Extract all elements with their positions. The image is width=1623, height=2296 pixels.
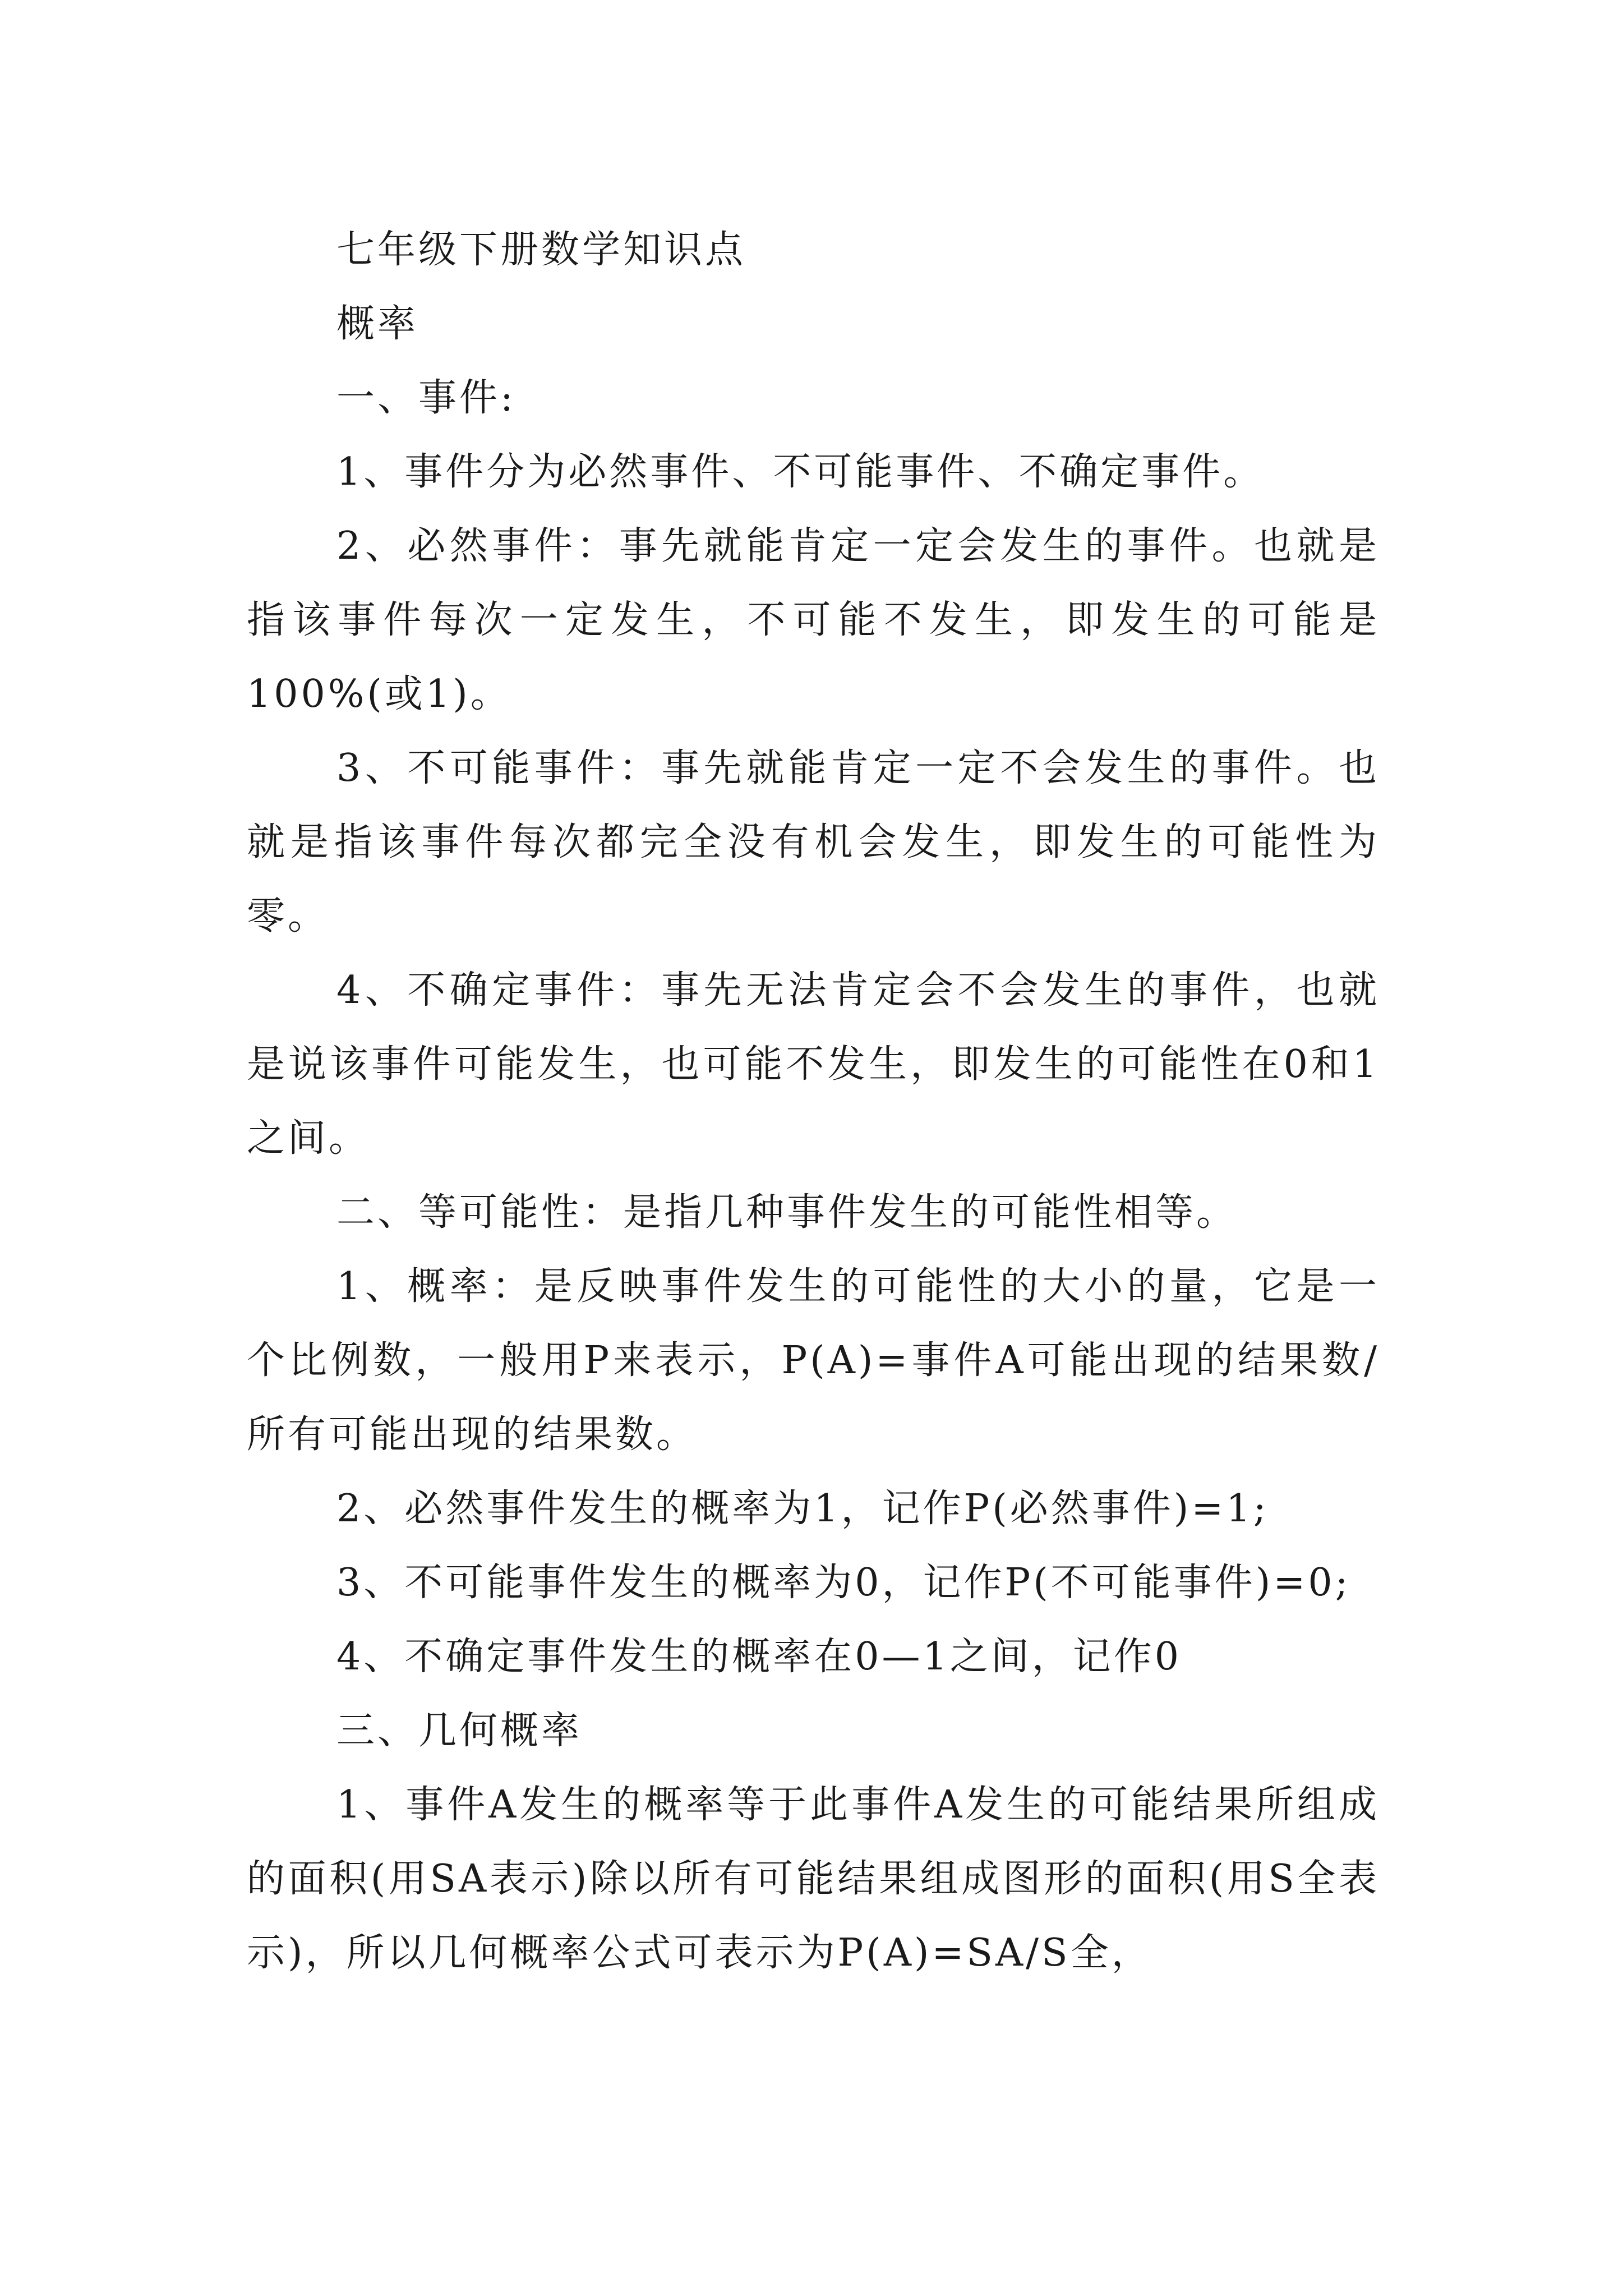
paragraph: 三、几何概率 — [336, 1709, 583, 1753]
paragraph: 3、不可能事件：事先就能肯定一定不会发生的事件。也就是指该事件每次都完全没有机会发生，即发生的可能性为零。 — [247, 746, 1380, 938]
document-body — [247, 213, 1380, 1990]
section-heading: 概率 — [336, 302, 419, 346]
paragraph: 4、不确定事件：事先无法肯定会不会发生的事件，也就是说该事件可能发生，也可能不发生，即发生的可能性在0和1之间。 — [247, 968, 1380, 1161]
document-title: 七年级下册数学知识点 — [336, 228, 746, 272]
paragraph: 1、概率：是反映事件发生的可能性的大小的量，它是一个比例数，一般用P来表示，P(A)=事件A可能出现的结果数/所有可能出现的结果数。 — [247, 1264, 1380, 1457]
paragraph: 4、不确定事件发生的概率在0—1之间，记作0 — [336, 1635, 1182, 1679]
paragraph: 2、必然事件发生的概率为1，记作P(必然事件)=1; — [336, 1487, 1269, 1531]
paragraph: 一、事件: — [336, 376, 516, 420]
paragraph: 2、必然事件：事先就能肯定一定会发生的事件。也就是指该事件每次一定发生，不可能不发生，即发生的可能是100%(或1)。 — [247, 524, 1380, 716]
paragraph: 3、不可能事件发生的概率为0，记作P(不可能事件)=0; — [336, 1561, 1351, 1605]
paragraph: 1、事件A发生的概率等于此事件A发生的可能结果所组成的面积(用SA表示)除以所有可能结果组成图形的面积(用S全表示)，所以几何概率公式可表示为P(A)=SA/S全， — [247, 1783, 1380, 1975]
paragraph: 1、事件分为必然事件、不可能事件、不确定事件。 — [336, 450, 1265, 494]
paragraph: 二、等可能性：是指几种事件发生的可能性相等。 — [336, 1190, 1238, 1235]
